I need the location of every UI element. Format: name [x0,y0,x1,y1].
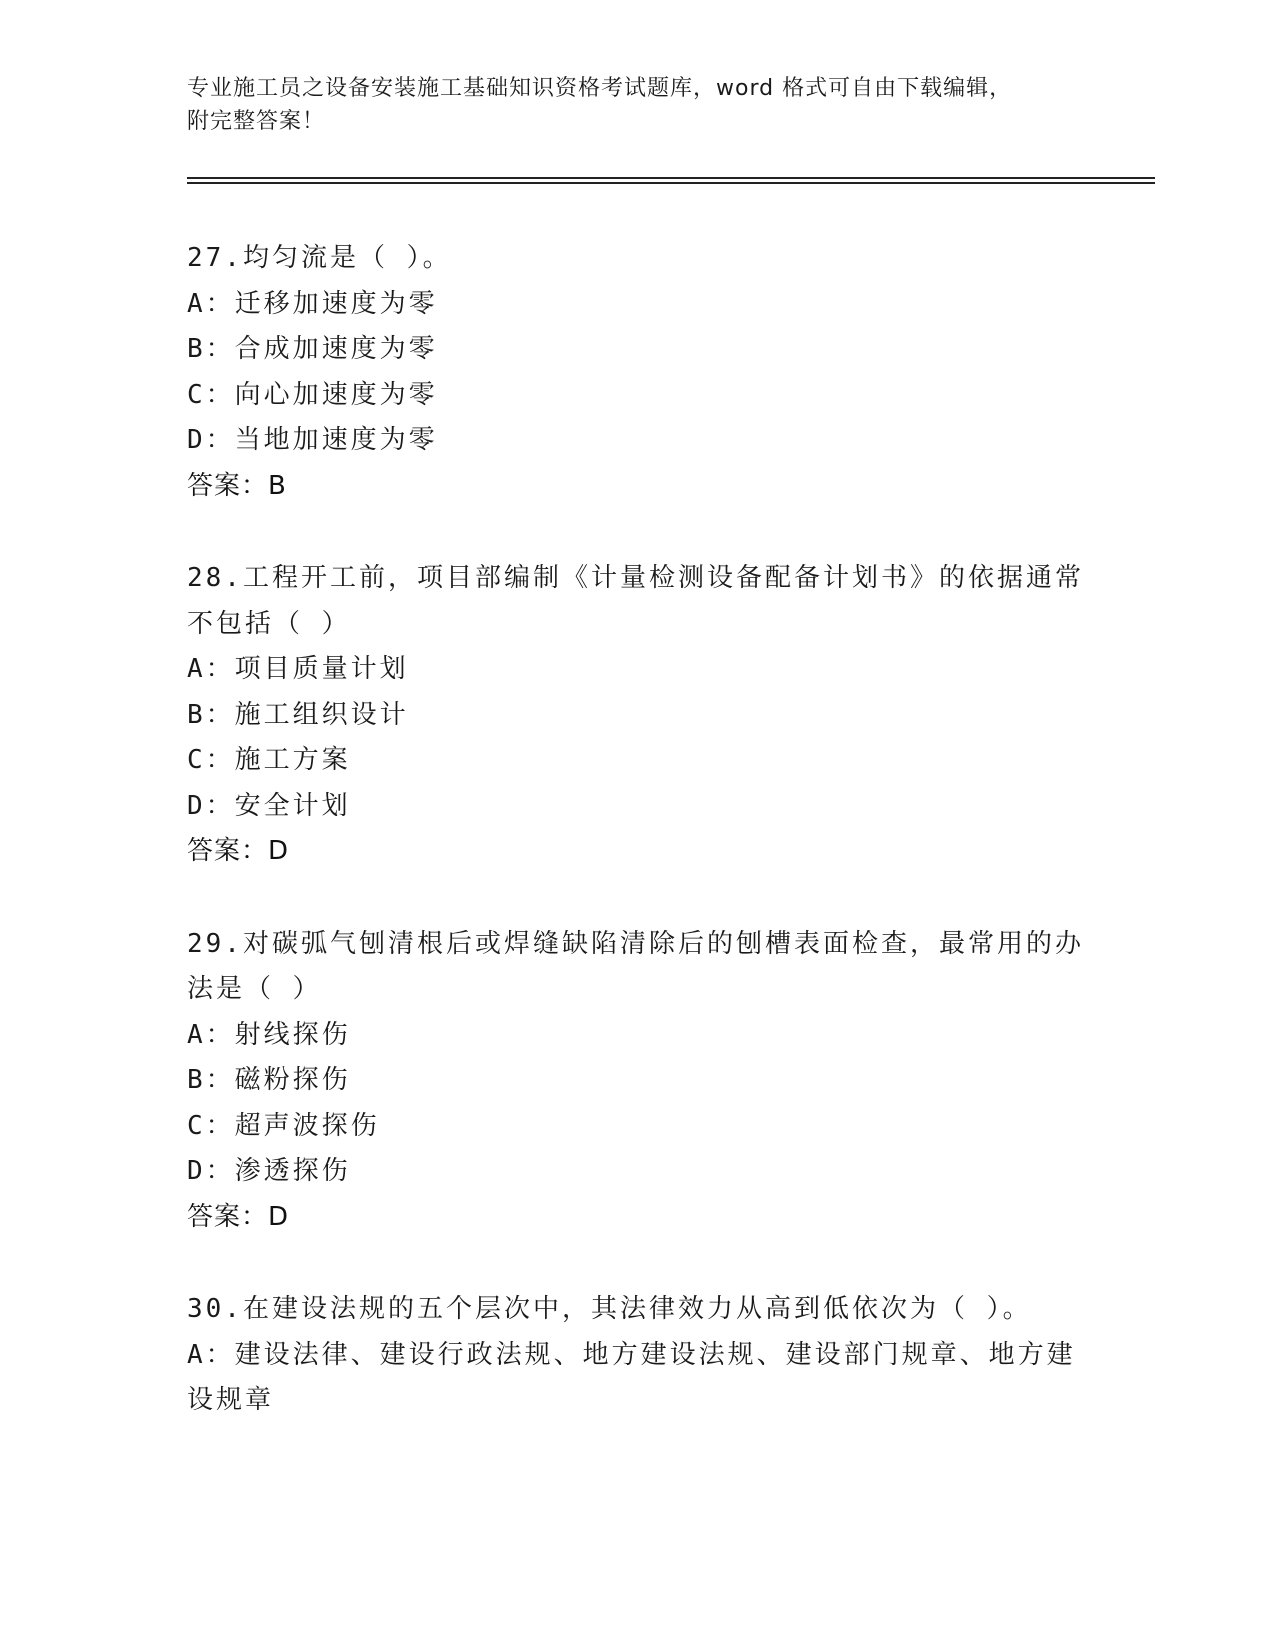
question-stem: 27.均匀流是（ ）。 [187,243,452,273]
option-a: A：项目质量计划 [187,654,409,684]
option-c: C：向心加速度为零 [187,379,438,410]
header-line-2: 附完整答案！ [187,109,326,134]
option-d: D：安全计划 [187,790,351,821]
option-a-line-2: 设规章 [187,1385,275,1415]
option-d: D：渗透探伤 [187,1156,351,1186]
question-stem-line-1: 29.对碳弧气刨清根后或焊缝缺陷清除后的刨槽表面检查，最常用的办 [187,928,1084,959]
option-b: B：施工组织设计 [187,699,409,730]
answer-line: 答案：B [187,470,287,501]
option-c: C：施工方案 [187,745,351,775]
option-a-line-1: A：建设法律、建设行政法规、地方建设法规、建设部门规章、地方建 [187,1339,1076,1370]
question-list [187,236,1087,1471]
question-stem-line-2: 法是（ ） [187,974,322,1004]
option-c: C：超声波探伤 [187,1110,380,1141]
question-28 [187,556,1087,875]
question-27 [187,236,1087,509]
answer-line: 答案：D [187,1201,290,1232]
answer-line: 答案：D [187,836,290,866]
question-29 [187,922,1087,1241]
option-a: A：迁移加速度为零 [187,288,438,319]
option-b: B：合成加速度为零 [187,334,438,364]
option-d: D：当地加速度为零 [187,425,438,455]
question-stem-line-1: 28.工程开工前，项目部编制《计量检测设备配备计划书》的依据通常 [187,563,1084,593]
document-header [187,72,1067,138]
option-a: A：射线探伤 [187,1019,351,1050]
header-line-1: 专业施工员之设备安装施工基础知识资格考试题库，word 格式可自由下载编辑， [187,76,1013,101]
question-stem-line-2: 不包括（ ） [187,608,351,639]
question-30 [187,1287,1087,1424]
header-divider-top [187,177,1155,179]
option-b: B：磁粉探伤 [187,1065,351,1095]
question-stem: 30.在建设法规的五个层次中，其法律效力从高到低依次为（ ）。 [187,1294,1032,1324]
header-divider-bottom [187,182,1155,184]
